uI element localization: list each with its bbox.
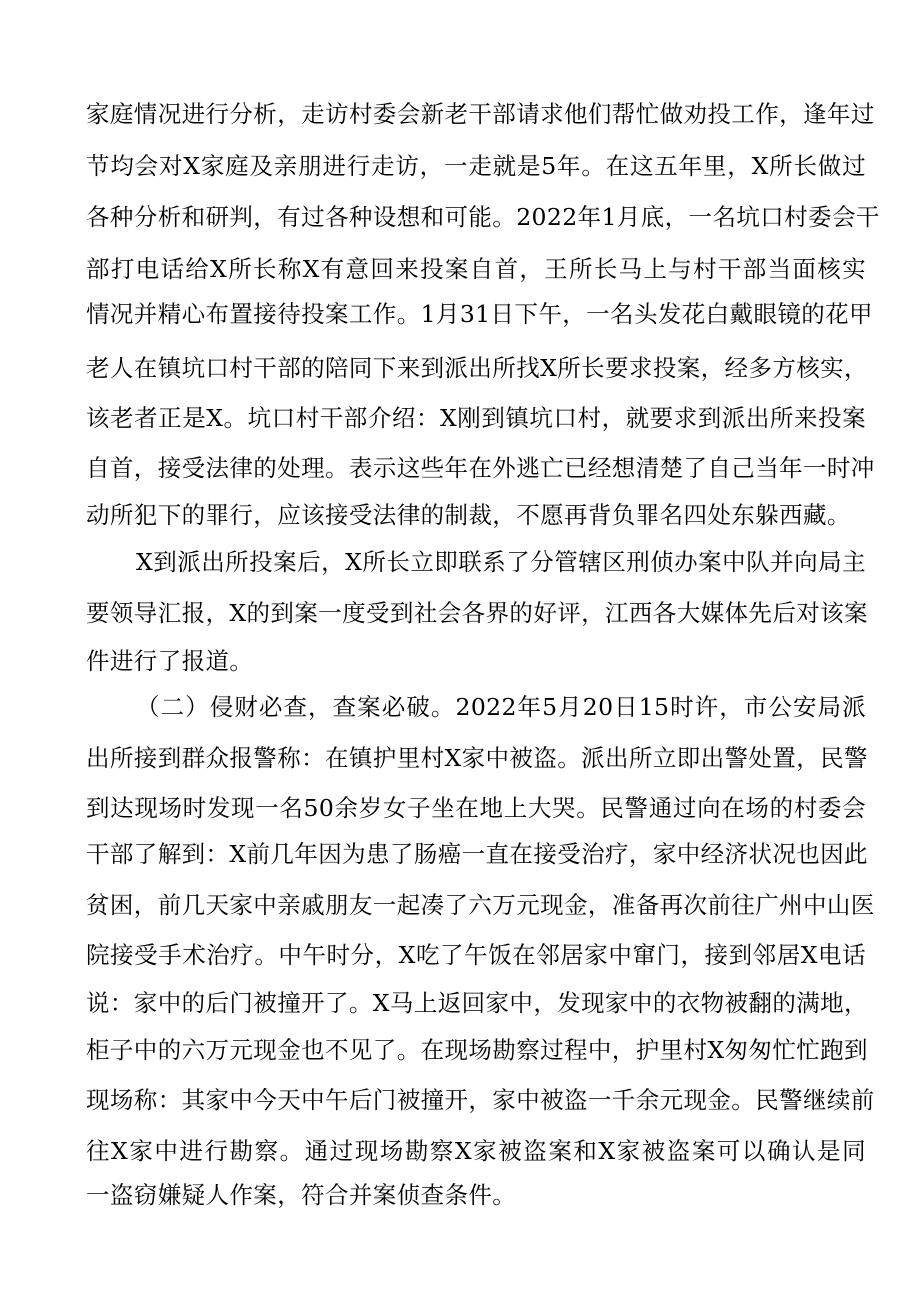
paragraph-2-line-2: 要领导汇报，X的到案一度受到社会各界的好评，江西各大媒体先后对该案 — [86, 599, 868, 627]
paragraph-3-line-10: 往X家中进行勘察。通过现场勘察X家被盗案和X家被盗案可以确认是同 — [86, 1137, 866, 1165]
paragraph-1-line-4: 部打电话给X所长称X有意回来投案自首，王所长马上与村干部当面核实 — [86, 255, 866, 283]
paragraph-3-line-4: 干部了解到：X前几年因为患了肠癌一直在接受治疗，家中经济状况也因此 — [86, 840, 868, 868]
paragraph-3-line-11: 一盗窃嫌疑人作案，符合并案侦查条件。 — [86, 1181, 517, 1209]
paragraph-3-line-1: （二）侵财必查，查案必破。2022年5月20日15时许，市公安局派 — [136, 693, 866, 721]
paragraph-3-line-8: 柜子中的六万元现金也不见了。在现场勘察过程中，护里村X匆匆忙忙跑到 — [86, 1036, 868, 1064]
paragraph-1-line-1: 家庭情况进行分析，走访村委会新老干部请求他们帮忙做劝投工作，逢年过 — [86, 100, 875, 128]
paragraph-3-line-6: 院接受手术治疗。中午时分，X吃了午饭在邻居家中窜门，接到邻居X电话 — [86, 941, 866, 969]
paragraph-2-line-1: X到派出所投案后，X所长立即联系了分管辖区刑侦办案中队并向局主 — [136, 548, 866, 576]
paragraph-1-line-8: 自首，接受法律的处理。表示这些年在外逃亡已经想清楚了自己当年一时冲 — [86, 454, 875, 482]
paragraph-1-line-6: 老人在镇坑口村干部的陪同下来到派出所找X所长要求投案，经多方核实， — [86, 354, 868, 382]
paragraph-1-line-3: 各种分析和研判，有过各种设想和可能。2022年1月底，一名坑口村委会干 — [86, 203, 880, 231]
paragraph-1-line-7: 该老者正是X。坑口村干部介绍：X刚到镇坑口村，就要求到派出所来投案 — [86, 404, 866, 432]
paragraph-3-line-7: 说：家中的后门被撞开了。X马上返回家中，发现家中的衣物被翻的满地， — [86, 989, 868, 1017]
paragraph-3-line-9: 现场称：其家中今天中午后门被撞开，家中被盗一千余元现金。民警继续前 — [86, 1086, 875, 1114]
paragraph-3-line-3: 到达现场时发现一名50余岁女子坐在地上大哭。民警通过向在场的村委会 — [86, 794, 866, 822]
paragraph-2-line-3: 件进行了报道。 — [86, 647, 254, 675]
paragraph-1-line-9: 动所犯下的罪行，应该接受法律的制裁，不愿再背负罪名四处东躲西藏。 — [86, 501, 851, 529]
paragraph-1-line-2: 节均会对X家庭及亲朋进行走访，一走就是5年。在这五年里，X所长做过 — [86, 152, 866, 180]
paragraph-1-line-5: 情况并精心布置接待投案工作。1月31日下午，一名头发花白戴眼镜的花甲 — [86, 300, 873, 328]
paragraph-3-line-2: 出所接到群众报警称：在镇护里村X家中被盗。派出所立即出警处置，民警 — [86, 744, 868, 772]
paragraph-3-line-5: 贫困，前几天家中亲戚朋友一起凑了六万元现金，准备再次前往广州中山医 — [86, 891, 875, 919]
